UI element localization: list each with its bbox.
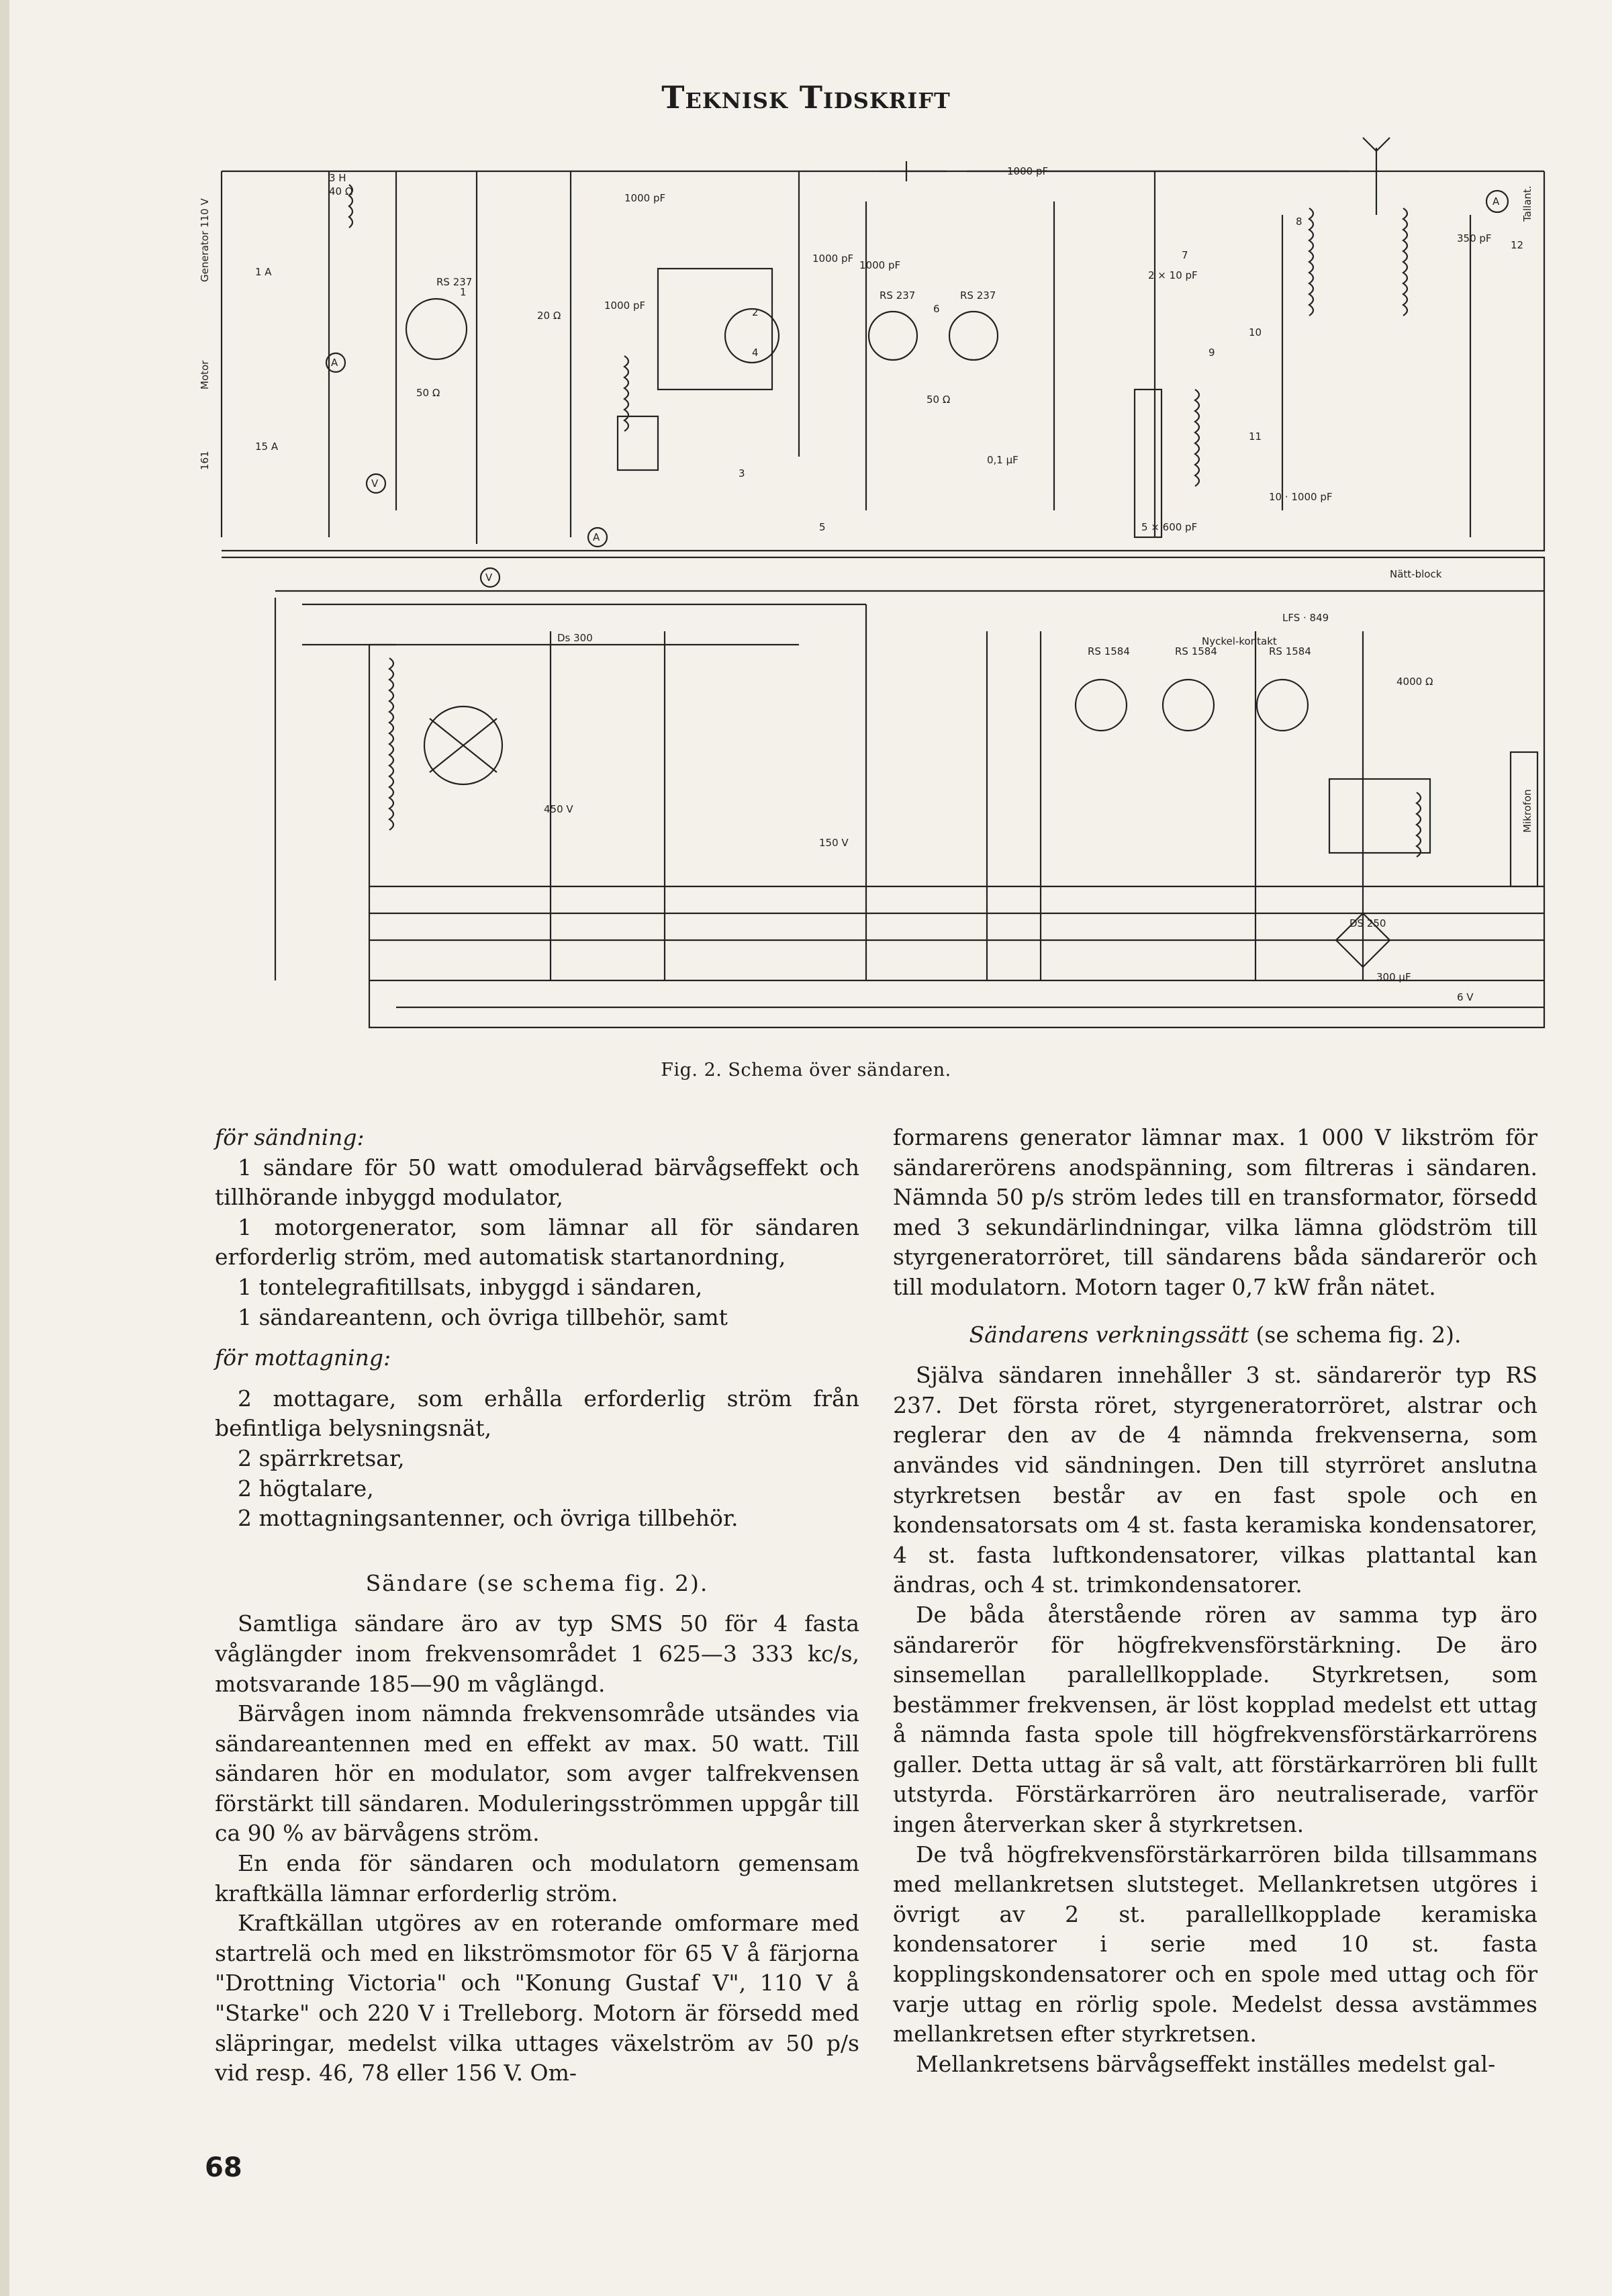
schem-label-3h: 3 H bbox=[329, 172, 346, 184]
schem-num-11: 11 bbox=[1249, 430, 1262, 443]
schem-label-50ohm-b: 50 Ω bbox=[927, 394, 951, 406]
subheading-verkningssatt bbox=[893, 1320, 1537, 1350]
section-title-sandare: Sändare (se schema fig. 2). bbox=[365, 1569, 709, 1596]
paragraph: De två högfrekvensförstärkarrören bilda tillsammans med mellankretsen slutsteget. Mellankretsen utgöres i övrigt av 2 st. parallellkopplade keramiska kondensatorer i serie med 10 st. fasta kopplingskondensatorer och en spole med uttag och för varje uttag en rörlig spole. Medelst dessa avstämmes mellankretsen efter styrkretsen. bbox=[893, 1841, 1537, 2048]
paragraph: Kraftkällan utgöres av en roterande omformare med startrelä och med en likströmsmotor för 65 V å färjorna "Drottning Victoria" och "Konung Gustaf V", 110 V å "Starke" och 220 V i Trelleborg. Motorn är försedd med släpringar, medelst vilka uttages växelström av 50 p/s vid resp. 46, 78 eller 156 V. Om- bbox=[215, 1910, 859, 2086]
schem-label-rs237-b: RS 237 bbox=[880, 289, 916, 302]
schem-meter-v2: V bbox=[485, 571, 493, 584]
list-item: 1 tontelegrafitillsats, inbyggd i sändaren, bbox=[238, 1273, 703, 1300]
schem-label-mikrofon: Mikrofon bbox=[1521, 789, 1533, 833]
heading-sandning: för sändning: bbox=[215, 1124, 365, 1150]
schem-label-1000pf-a: 1000 pF bbox=[604, 300, 646, 312]
schem-num-4: 4 bbox=[752, 347, 759, 359]
schem-label-generator: Generator 110 V bbox=[199, 198, 211, 282]
schem-label-rs1584-a: RS 1584 bbox=[1088, 645, 1130, 657]
schem-label-161: 161 bbox=[199, 451, 211, 470]
list-sandning bbox=[215, 1153, 859, 1333]
left-column bbox=[215, 1123, 859, 2088]
schem-label-tallant: Tallant. bbox=[1521, 185, 1533, 222]
schem-num-10: 10 bbox=[1249, 326, 1262, 338]
paragraph: formarens generator lämnar max. 1 000 V likström för sändarerörens anodspänning, som filtreras i sändaren. Nämnda 50 p/s ström ledes till en transformator, försedd med 3 sekundärlindningar, vilka lämna glödström till styrgeneratorröret, till sändarens båda sändarerör och till modulatorn. Motorn tager 0,7 kW från nätet. bbox=[893, 1124, 1537, 1300]
schem-meter-v1: V bbox=[371, 477, 379, 490]
schem-num-5: 5 bbox=[819, 521, 826, 533]
paragraph: Mellankretsens bärvågseffekt inställes medelst gal- bbox=[916, 2050, 1496, 2077]
page-number: 68 bbox=[205, 2152, 242, 2183]
list-item: 2 mottagare, som erhålla erforderlig ström från befintliga belysningsnät, bbox=[215, 1385, 859, 1442]
schem-label-ds300: Ds 300 bbox=[557, 632, 593, 644]
paragraph: Själva sändaren innehåller 3 st. sändarerör typ RS 237. Det första röret, styrgeneratorröret, alstrar och reglerar den av de 4 nämnda frekvenserna, som användes vid sändningen. Den till styrröret anslutna styrkretsen består av en fast spole och en kondensatorsats om 4 st. fasta keramiska kondensatorer, 4 st. fasta luftkondensatorer, vilkas plattantal kan ändras, och 4 st. trimkondensatorer. bbox=[893, 1362, 1537, 1598]
schem-label-4000ohm: 4000 Ω bbox=[1396, 676, 1433, 688]
schem-label-20ohm: 20 Ω bbox=[537, 310, 561, 322]
schem-label-1a: 1 A bbox=[255, 266, 272, 278]
circuit-schematic bbox=[195, 134, 1558, 1034]
schem-label-nattblock: Nätt-block bbox=[1390, 568, 1442, 580]
schem-label-01uf: 0,1 μF bbox=[987, 454, 1018, 466]
journal-title: Teknisk Tidskrift bbox=[661, 79, 951, 116]
schem-label-rs237-c: RS 237 bbox=[960, 289, 996, 302]
schem-label-350pf: 350 pF bbox=[1457, 232, 1492, 244]
schem-label-150v: 150 V bbox=[819, 837, 849, 849]
schem-num-8: 8 bbox=[1296, 216, 1302, 228]
schem-meter-a: A bbox=[331, 357, 338, 369]
schem-label-15a: 15 A bbox=[255, 441, 279, 453]
paragraph: De båda återstående rören av samma typ äro sändarerör för högfrekvensförstärkning. De äro sinsemellan parallellkopplade. Styrkretsen, som bestämmer frekvensen, är löst kopplad medelst ett uttag å nämnda fasta spole till högfrekvensförstärkarrörens galler. Detta uttag är så valt, att förstärkarrören bli fullt utstyrda. Förstärkarrören äro neutraliserade, varför ingen återverkan sker å styrkretsen. bbox=[893, 1601, 1537, 1838]
schem-label-rs1584-c: RS 1584 bbox=[1269, 645, 1311, 657]
schem-num-3: 3 bbox=[739, 467, 745, 479]
figure-caption: Fig. 2. Schema över sändaren. bbox=[661, 1060, 951, 1081]
list-mottagning bbox=[215, 1384, 859, 1534]
schem-label-1000pf-b: 1000 pF bbox=[624, 192, 666, 204]
schem-num-1: 1 bbox=[460, 286, 467, 298]
schem-label-50ohm-a: 50 Ω bbox=[416, 387, 440, 399]
schem-label-10x1000: 10 · 1000 pF bbox=[1269, 491, 1333, 503]
list-item: 2 mottagningsantenner, och övriga tillbehör. bbox=[238, 1505, 739, 1532]
schem-meter-a2: A bbox=[1492, 195, 1500, 208]
schem-label-1000pf-d: 1000 pF bbox=[812, 252, 854, 265]
subheading-italic: Sändarens verkningssätt bbox=[969, 1321, 1249, 1348]
paragraph: Samtliga sändare äro av typ SMS 50 för 4 fasta våglängder inom frekvensområdet 1 625—3 333 kc/s, motsvarande 185—90 m våglängd. bbox=[215, 1610, 859, 1697]
schem-label-lfs849: LFS · 849 bbox=[1282, 612, 1329, 624]
subheading-rest: (se schema fig. 2). bbox=[1249, 1321, 1462, 1348]
schem-num-7: 7 bbox=[1182, 249, 1188, 261]
schem-label-1000pf-e: 1000 pF bbox=[859, 259, 901, 271]
schem-label-300uf: 300 μF bbox=[1376, 971, 1411, 983]
schem-label-40ohm: 40 Ω bbox=[329, 185, 353, 197]
schem-num-12: 12 bbox=[1511, 239, 1524, 251]
paragraph: En enda för sändaren och modulatorn gemensam kraftkälla lämnar erforderlig ström. bbox=[215, 1850, 859, 1907]
list-item: 1 motorgenerator, som lämnar all för sändaren erforderlig ström, med automatisk startanordning, bbox=[215, 1213, 859, 1271]
right-column bbox=[893, 1123, 1537, 2079]
schem-num-9: 9 bbox=[1208, 347, 1215, 359]
schem-label-rs237-a: RS 237 bbox=[436, 276, 473, 288]
schem-label-rs1584-b: RS 1584 bbox=[1175, 645, 1217, 657]
list-item: 1 sändareantenn, och övriga tillbehör, samt bbox=[238, 1303, 728, 1330]
list-item: 2 spärrkretsar, bbox=[238, 1444, 405, 1471]
paragraph: Bärvågen inom nämnda frekvensområde utsändes via sändareantennen med en effekt av max. 50 watt. Till sändaren hör en modulator, som avger talfrekvensen förstärkt till sändaren. Moduleringsströmmen uppgår till ca 90 % av bärvågens ström. bbox=[215, 1700, 859, 1847]
schem-label-nyckel: Nyckel-kontakt bbox=[1202, 635, 1277, 647]
schem-label-450v: 450 V bbox=[544, 803, 573, 815]
heading-mottagning: för mottagning: bbox=[215, 1344, 391, 1371]
list-item: 2 högtalare, bbox=[238, 1475, 374, 1502]
schem-label-5x600: 5 × 600 pF bbox=[1141, 521, 1198, 533]
schem-num-6: 6 bbox=[933, 303, 940, 315]
schem-meter-a3: A bbox=[593, 531, 600, 543]
schem-num-2: 2 bbox=[752, 306, 759, 318]
schem-label-ds250: DS 250 bbox=[1349, 917, 1386, 929]
list-item: 1 sändare för 50 watt omodulerad bärvågseffekt och tillhörande inbyggd modulator, bbox=[215, 1154, 859, 1211]
schem-label-motor: Motor bbox=[199, 360, 211, 389]
schem-label-1000pf-c: 1000 pF bbox=[1007, 165, 1049, 177]
schem-label-2x10: 2 × 10 pF bbox=[1148, 269, 1198, 281]
schem-label-6v: 6 V bbox=[1457, 991, 1474, 1003]
